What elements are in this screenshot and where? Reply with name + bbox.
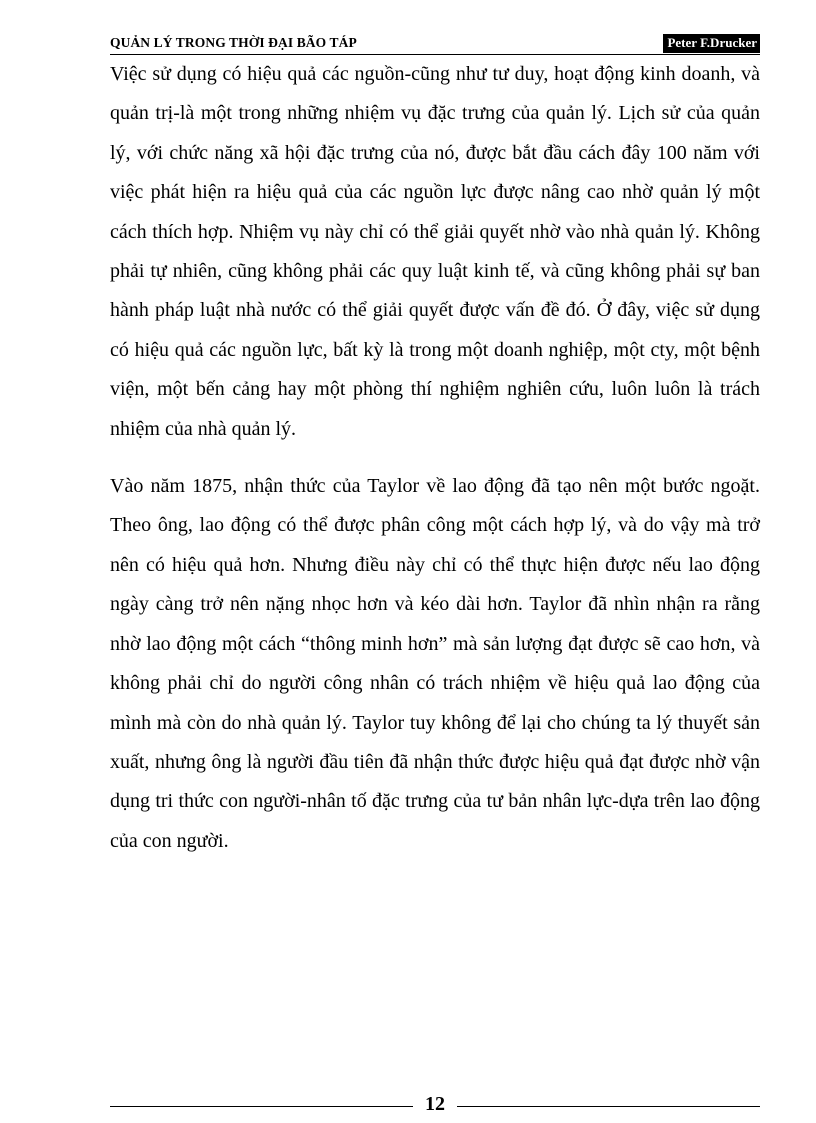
- footer-rule-right: [457, 1106, 760, 1107]
- page-footer: [110, 1094, 760, 1120]
- page-number: 12: [425, 1093, 445, 1115]
- page-body: [110, 55, 760, 861]
- book-title: QUẢN LÝ TRONG THỜI ĐẠI BÃO TÁP: [110, 35, 357, 50]
- author-badge: Peter F.Drucker: [663, 34, 760, 53]
- paragraph-spacer: [110, 449, 760, 467]
- footer-rule-left: [110, 1106, 413, 1107]
- page-header: [110, 32, 760, 55]
- paragraph: Vào năm 1875, nhận thức của Taylor về lao động đã tạo nên một bước ngoặt. Theo ông, lao động có thể được phân công một cách hợp lý, và do vậy mà trở nên có hiệu quả hơn. Nhưng điều này chỉ có thể thực hiện được nếu lao động ngày càng trở nên nặng nhọc hơn và kéo dài hơn. Taylor đã nhìn nhận ra rằng nhờ lao động một cách “thông minh hơn” mà sản lượng đạt được sẽ cao hơn, và không phải chỉ do người công nhân có trách nhiệm về hiệu quả lao động của mình mà còn do nhà quản lý. Taylor tuy không để lại cho chúng ta lý thuyết sản xuất, nhưng ông là người đầu tiên đã nhận thức được hiệu quả đạt được nhờ vận dụng tri thức con người-nhân tố đặc trưng của tư bản nhân lực-dựa trên lao động của con người.: [110, 475, 760, 852]
- paragraph: Việc sử dụng có hiệu quả các nguồn-cũng như tư duy, hoạt động kinh doanh, và quản trị-là một trong những nhiệm vụ đặc trưng của quản lý. Lịch sử của quản lý, với chức năng xã hội đặc trưng của nó, được bắt đầu cách đây 100 năm với việc phát hiện ra hiệu quả của các nguồn lực được nâng cao nhờ quản lý một cách thích hợp. Nhiệm vụ này chỉ có thể giải quyết nhờ vào nhà quản lý. Không phải tự nhiên, cũng không phải các quy luật kinh tế, và cũng không phải sự ban hành pháp luật nhà nước có thể giải quyết được vấn đề đó. Ở đây, việc sử dụng có hiệu quả các nguồn lực, bất kỳ là trong một doanh nghiệp, một cty, một bệnh viện, một bến cảng hay một phòng thí nghiệm nghiên cứu, luôn luôn là trách nhiệm của nhà quản lý.: [110, 63, 760, 440]
